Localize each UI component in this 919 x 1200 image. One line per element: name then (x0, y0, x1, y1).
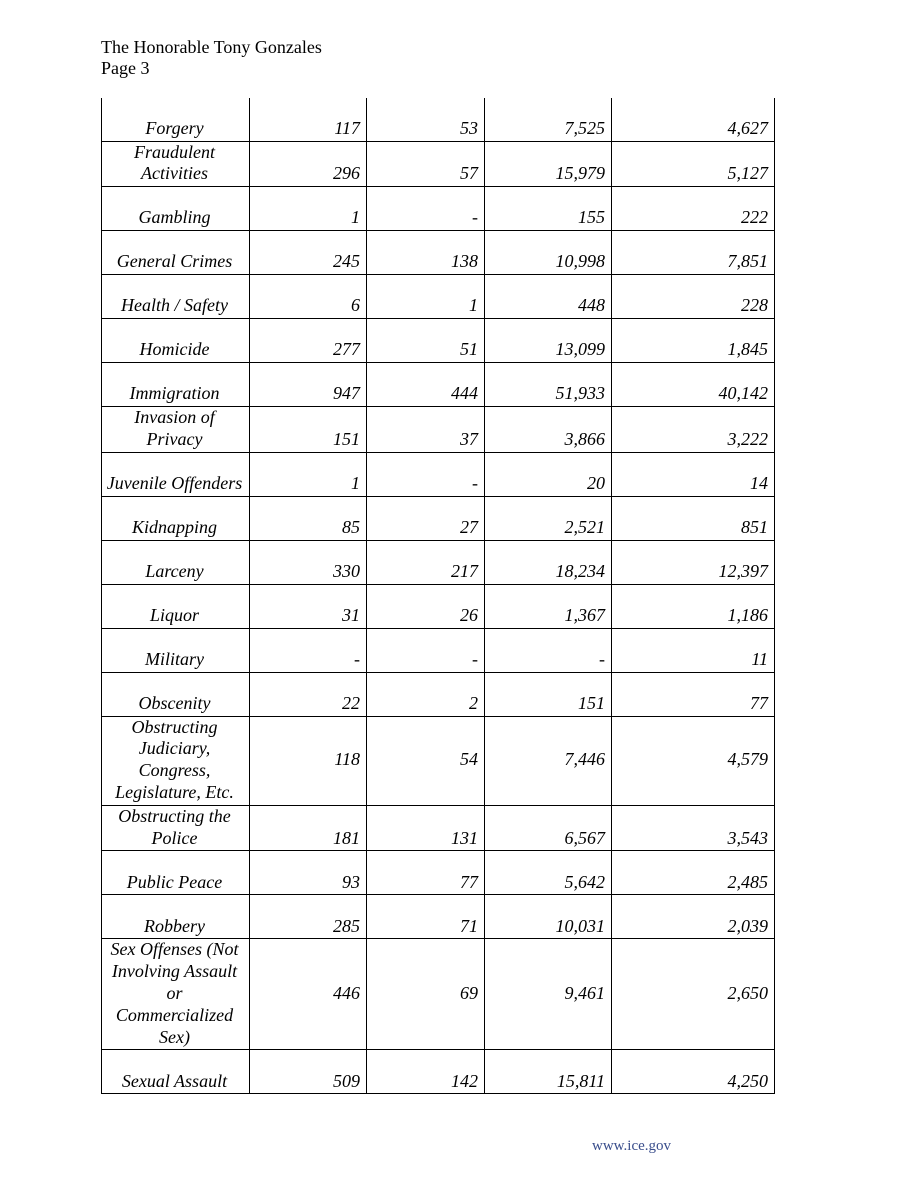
recipient-line: The Honorable Tony Gonzales (101, 37, 322, 57)
table-cell: - (367, 187, 485, 231)
table-cell: 118 (250, 716, 367, 805)
table-row (102, 231, 775, 275)
table-cell: 117 (250, 98, 367, 141)
table-cell: 31 (250, 584, 367, 628)
table-row (102, 628, 775, 672)
table-cell: 222 (612, 187, 775, 231)
table-cell: 1,845 (612, 319, 775, 363)
table-cell: 2,650 (612, 939, 775, 1050)
footer-website-link[interactable]: www.ice.gov (592, 1138, 672, 1154)
table-cell: 2,485 (612, 851, 775, 895)
table-cell: - (485, 628, 612, 672)
table-cell: 51 (367, 319, 485, 363)
table-cell: 330 (250, 540, 367, 584)
offense-category: Obstructing the Police (102, 805, 250, 851)
table-cell: 4,627 (612, 98, 775, 141)
table-cell: 10,998 (485, 231, 612, 275)
table-cell: 1,186 (612, 584, 775, 628)
table-row (102, 275, 775, 319)
offense-category: Obscenity (102, 672, 250, 716)
table-cell: 4,579 (612, 716, 775, 805)
table-cell: 6 (250, 275, 367, 319)
table-cell: 85 (250, 496, 367, 540)
table-cell: 14 (612, 452, 775, 496)
table-cell: 53 (367, 98, 485, 141)
table-row (102, 672, 775, 716)
table-cell: 18,234 (485, 540, 612, 584)
table-cell: 3,866 (485, 407, 612, 453)
table-cell: 131 (367, 805, 485, 851)
table-cell: 93 (250, 851, 367, 895)
table-cell: 26 (367, 584, 485, 628)
table-row (102, 363, 775, 407)
table-cell: 1 (367, 275, 485, 319)
table-cell: 4,250 (612, 1050, 775, 1094)
table-cell: 1 (250, 187, 367, 231)
offense-category: Kidnapping (102, 496, 250, 540)
table-cell: 57 (367, 141, 485, 187)
table-cell: 277 (250, 319, 367, 363)
offense-category: Immigration (102, 363, 250, 407)
table-cell: 71 (367, 895, 485, 939)
offense-category: Invasion of Privacy (102, 407, 250, 453)
table-cell: 13,099 (485, 319, 612, 363)
offense-category: Sexual Assault (102, 1050, 250, 1094)
table-cell: 27 (367, 496, 485, 540)
table-cell: 40,142 (612, 363, 775, 407)
table-row (102, 805, 775, 851)
table-cell: 947 (250, 363, 367, 407)
table-cell: 444 (367, 363, 485, 407)
table-cell: 2,039 (612, 895, 775, 939)
offense-category: Liquor (102, 584, 250, 628)
table-row (102, 584, 775, 628)
offense-category: Gambling (102, 187, 250, 231)
table-cell: 20 (485, 452, 612, 496)
table-cell: 5,127 (612, 141, 775, 187)
table-cell: 54 (367, 716, 485, 805)
table-cell: - (367, 452, 485, 496)
table-row (102, 1050, 775, 1094)
table-cell: 7,851 (612, 231, 775, 275)
table-cell: 77 (612, 672, 775, 716)
table-row (102, 716, 775, 805)
offense-category: Obstructing Judiciary, Congress, Legislature, Etc. (102, 716, 250, 805)
table-cell: 151 (485, 672, 612, 716)
offense-category: Military (102, 628, 250, 672)
offense-category: General Crimes (102, 231, 250, 275)
table-cell: 22 (250, 672, 367, 716)
table-cell: - (250, 628, 367, 672)
table-row (102, 452, 775, 496)
table-cell: 448 (485, 275, 612, 319)
table-cell: 15,979 (485, 141, 612, 187)
table-cell: 138 (367, 231, 485, 275)
table-cell: 228 (612, 275, 775, 319)
offense-category: Public Peace (102, 851, 250, 895)
offense-category: Forgery (102, 98, 250, 141)
table-row (102, 141, 775, 187)
table-cell: 217 (367, 540, 485, 584)
page-number: Page 3 (101, 58, 150, 78)
table-cell: 12,397 (612, 540, 775, 584)
table-cell: 509 (250, 1050, 367, 1094)
offense-category: Juvenile Offenders (102, 452, 250, 496)
offense-category: Homicide (102, 319, 250, 363)
table-cell: 181 (250, 805, 367, 851)
table-cell: 446 (250, 939, 367, 1050)
table-cell: 3,222 (612, 407, 775, 453)
table-cell: 1 (250, 452, 367, 496)
table-cell: 10,031 (485, 895, 612, 939)
table-cell: 69 (367, 939, 485, 1050)
table-cell: 1,367 (485, 584, 612, 628)
table-cell: 15,811 (485, 1050, 612, 1094)
table-row (102, 496, 775, 540)
table-row (102, 895, 775, 939)
table-cell: 851 (612, 496, 775, 540)
table-cell: 285 (250, 895, 367, 939)
table-cell: 296 (250, 141, 367, 187)
table-cell: 7,446 (485, 716, 612, 805)
offense-category: Robbery (102, 895, 250, 939)
table-cell: 11 (612, 628, 775, 672)
table-cell: - (367, 628, 485, 672)
offense-statistics-table (101, 98, 775, 1094)
table-cell: 37 (367, 407, 485, 453)
table-cell: 2 (367, 672, 485, 716)
table-cell: 77 (367, 851, 485, 895)
table-cell: 51,933 (485, 363, 612, 407)
table-cell: 245 (250, 231, 367, 275)
table-cell: 151 (250, 407, 367, 453)
table-cell: 6,567 (485, 805, 612, 851)
table-row (102, 851, 775, 895)
table-cell: 9,461 (485, 939, 612, 1050)
offense-category: Health / Safety (102, 275, 250, 319)
table-row (102, 187, 775, 231)
table-cell: 155 (485, 187, 612, 231)
table-cell: 142 (367, 1050, 485, 1094)
offense-category: Fraudulent Activities (102, 141, 250, 187)
table-row (102, 98, 775, 141)
table-row (102, 939, 775, 1050)
offense-category: Sex Offenses (Not Involving Assault or Commercialized Sex) (102, 939, 250, 1050)
table-row (102, 540, 775, 584)
table-cell: 5,642 (485, 851, 612, 895)
letter-header (101, 37, 322, 79)
offense-category: Larceny (102, 540, 250, 584)
table-cell: 3,543 (612, 805, 775, 851)
table-cell: 7,525 (485, 98, 612, 141)
table-row (102, 407, 775, 453)
table-cell: 2,521 (485, 496, 612, 540)
table-row (102, 319, 775, 363)
